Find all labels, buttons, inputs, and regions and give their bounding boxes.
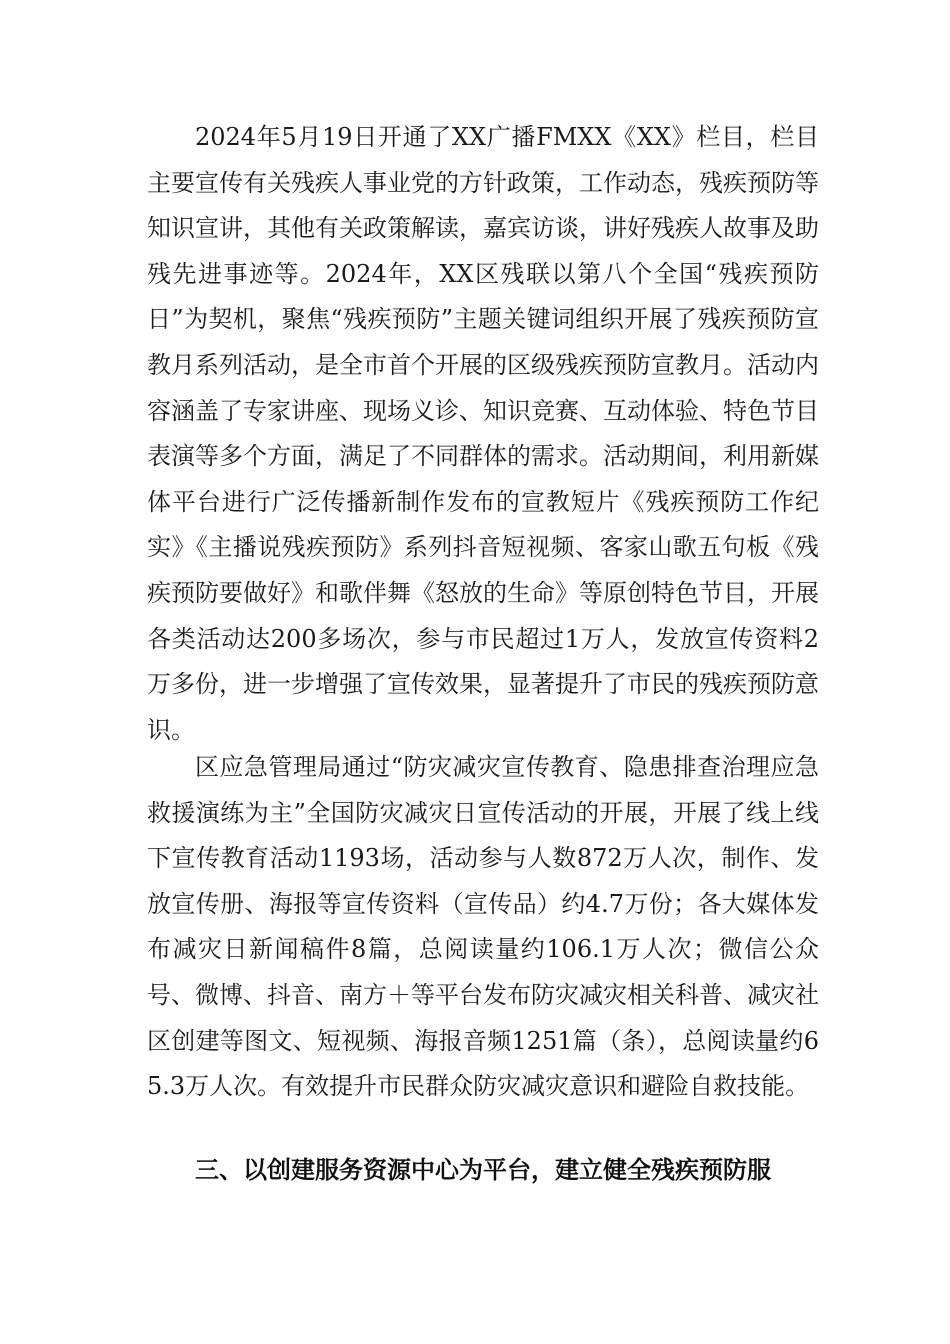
paragraph-text: 区应急管理局通过“防灾减灾宣传教育、隐患排查治理应急救援演练为主”全国防灾减灾日宣传活动的开展，开展了线上线下宣传教育活动1193场，活动参与人数872万人次，制作、发放宣传册、海报等宣传资料（宣传品）约4.7万份；各大媒体发布减灾日新闻稿件8篇，总阅读量约106.1万人次；微信公众号、微博、抖音、南方＋等平台发布防灾减灾相关科普、减灾社区创建等图文、短视频、海报音频1251篇（条），总阅读量约65.3万人次。有效提升市民群众防灾减灾意识和避险自救技能。 [147,753,819,1101]
body-paragraph-broadcast [147,115,819,753]
body-paragraph-emergency-management [147,745,819,1110]
paragraph-text: 2024年5月19日开通了XX广播FMXX《XX》栏目，栏目主要宣传有关残疾人事业党的方针政策，工作动态，残疾预防等知识宣讲，其他有关政策解读，嘉宾访谈，讲好残疾人故事及助残先进事迹等。2024年，XX区残联以第八个全国“残疾预防日”为契机，聚焦“残疾预防”主题关键词组织开展了残疾预防宣教月系列活动，是全市首个开展的区级残疾预防宣教月。活动内容涵盖了专家讲座、现场义诊、知识竞赛、互动体验、特色节目表演等多个方面，满足了不同群体的需求。活动期间，利用新媒体平台进行广泛传播新制作发布的宣教短片《残疾预防工作纪实》《主播说残疾预防》系列抖音短视频、客家山歌五句板《残疾预防要做好》和歌伴舞《怒放的生命》等原创特色节目，开展各类活动达200多场次，参与市民超过1万人，发放宣传资料2万多份，进一步增强了宣传效果，显著提升了市民的残疾预防意识。 [147,123,819,744]
section-heading: 三、以创建服务资源中心为平台，建立健全残疾预防服 [195,1156,771,1184]
